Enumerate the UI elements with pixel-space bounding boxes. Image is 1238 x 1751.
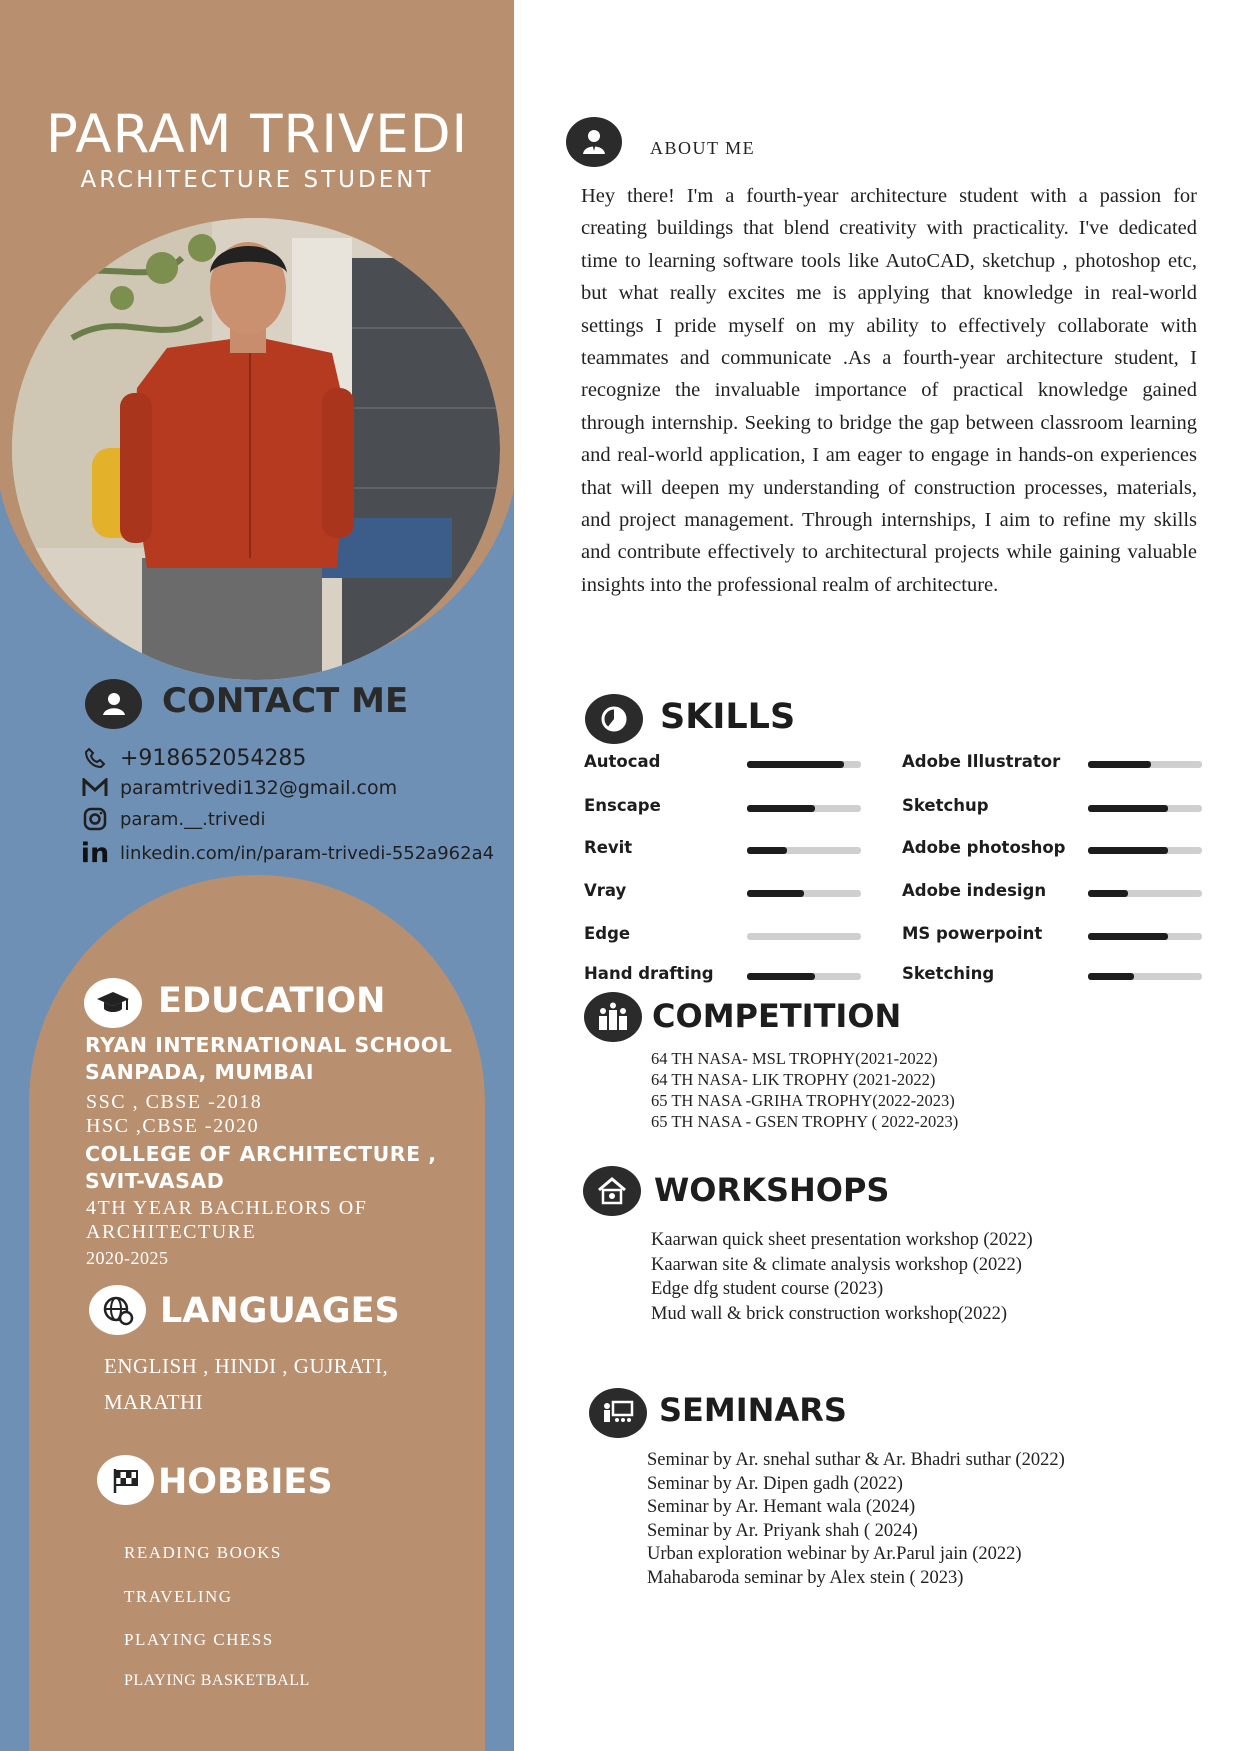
list-item: Edge dfg student course (2023): [651, 1279, 884, 1299]
skill-level-bar: [1088, 805, 1202, 812]
skill-level-bar: [747, 761, 861, 768]
college-name: [85, 1141, 437, 1195]
education-heading: EDUCATION: [158, 981, 386, 1021]
profile-name: PARAM TRIVEDI: [45, 104, 469, 165]
contact-email[interactable]: [82, 775, 397, 801]
skill-name: Adobe photoshop: [902, 838, 1066, 857]
skill-level-fill: [747, 805, 815, 812]
degree-line2: ARCHITECTURE: [86, 1221, 257, 1243]
skill-name: Sketchup: [902, 796, 989, 815]
workshop-icon: [583, 1166, 641, 1216]
hobby-item: TRAVELING: [124, 1587, 233, 1606]
instagram-text: param.__.trivedi: [120, 808, 266, 830]
college-degree: [86, 1196, 367, 1270]
skill-level-bar: [1088, 933, 1202, 940]
skill-name: Adobe indesign: [902, 881, 1047, 900]
about-heading: ABOUT ME: [650, 138, 756, 158]
linkedin-text: linkedin.com/in/param-trivedi-552a962a4: [120, 842, 495, 864]
skill-name: Adobe Illustrator: [902, 752, 1061, 771]
list-item: Mahabaroda seminar by Alex stein ( 2023): [647, 1567, 964, 1588]
contact-heading: CONTACT ME: [162, 681, 409, 721]
profile-role: ARCHITECTURE STUDENT: [80, 167, 434, 193]
languages-list: [104, 1348, 388, 1420]
skill-level-bar: [747, 933, 861, 940]
phone-text: +918652054285: [120, 745, 307, 771]
flag-icon: [97, 1455, 154, 1505]
list-item: Seminar by Ar. Dipen gadh (2022): [647, 1473, 903, 1494]
trophy-icon: [584, 992, 642, 1042]
mail-icon: [82, 775, 108, 801]
skill-level-fill: [747, 847, 787, 854]
skill-level-bar: [747, 973, 861, 980]
languages-line2: MARATHI: [104, 1390, 204, 1414]
school-line2: SANPADA, MUMBAI: [85, 1060, 315, 1084]
about-text: Hey there! I'm a fourth-year architecture student with a passion for creating buildings that blend creativity with practicality. I've dedicated time to learning software tools like AutoCAD, sketchup , photoshop etc, but what really excites me is applying that knowledge in real-world settings I pride myself on my ability to effectively collaborate with teammates and communicate .As a fourth-year architecture student, I recognize the invaluable importance of practical knowledge gained through internship. Seeking to bridge the gap between classroom learning and real-world application, I am eager to engage in hands-on experiences that will deepen my understanding of construction processes, materials, and project management. Through internships, I aim to refine my skills and contribute effectively to architectural projects while gaining valuable insights into the professional realm of architecture.: [581, 185, 1197, 596]
list-item: 65 TH NASA -GRIHA TROPHY(2022-2023): [651, 1091, 955, 1110]
skill-name: Vray: [584, 881, 627, 900]
school-name: [85, 1032, 452, 1086]
list-item: Kaarwan site & climate analysis workshop (2022): [651, 1254, 1022, 1275]
school-grades: [86, 1090, 262, 1138]
pie-chart-icon: [585, 694, 643, 744]
skill-level-fill: [747, 761, 844, 768]
seminars-list: [647, 1449, 1065, 1590]
skill-name: MS powerpoint: [902, 924, 1043, 943]
skill-name: Revit: [584, 838, 633, 857]
presentation-icon: [589, 1388, 647, 1438]
linkedin-icon: in: [80, 837, 110, 869]
workshops-heading: WORKSHOPS: [654, 1171, 890, 1209]
graduation-cap-icon: [84, 978, 142, 1028]
list-item: Seminar by Ar. snehal suthar & Ar. Bhadri suthar (2022): [647, 1450, 1065, 1470]
seminars-heading: SEMINARS: [659, 1391, 847, 1429]
list-item: Mud wall & brick construction workshop(2022): [651, 1303, 1008, 1324]
email-text: paramtrivedi132@gmail.com: [120, 777, 398, 799]
skill-level-fill: [747, 973, 815, 980]
user-icon: [566, 117, 622, 167]
skill-level-bar: [747, 890, 861, 897]
hobby-item: PLAYING CHESS: [124, 1630, 274, 1649]
hobby-item: READING BOOKS: [124, 1543, 282, 1562]
list-item: 64 TH NASA- MSL TROPHY(2021-2022): [651, 1049, 938, 1068]
globe-icon: [89, 1285, 146, 1335]
skill-level-fill: [1088, 847, 1168, 854]
ssc-line: SSC , CBSE -2018: [86, 1091, 263, 1113]
list-item: Kaarwan quick sheet presentation workshop (2022): [651, 1230, 1033, 1250]
instagram-icon: [82, 806, 108, 832]
languages-line1: ENGLISH , HINDI , GUJRATI,: [104, 1354, 389, 1378]
skill-name: Edge: [584, 924, 631, 943]
languages-heading: LANGUAGES: [160, 1291, 400, 1331]
contact-instagram[interactable]: [82, 806, 265, 832]
skill-level-fill: [1088, 761, 1151, 768]
college-line1: COLLEGE OF ARCHITECTURE ,: [85, 1142, 437, 1166]
list-item: Urban exploration webinar by Ar.Parul jain (2022): [647, 1544, 1022, 1564]
skill-name: Autocad: [584, 752, 661, 771]
list-item: 64 TH NASA- LIK TROPHY (2021-2022): [651, 1070, 936, 1089]
skill-name: Sketching: [902, 964, 995, 983]
skill-level-bar: [1088, 847, 1202, 854]
skill-level-fill: [747, 890, 804, 897]
profile-photo: [12, 218, 500, 680]
skill-level-fill: [1088, 805, 1168, 812]
skill-level-bar: [747, 847, 861, 854]
competition-list: [651, 1048, 958, 1132]
skill-name: Hand drafting: [584, 964, 714, 983]
skill-level-bar: [1088, 890, 1202, 897]
competition-heading: COMPETITION: [652, 997, 902, 1035]
hobbies-heading: HOBBIES: [158, 1462, 333, 1502]
degree-line1: 4TH YEAR BACHLEORS OF: [86, 1197, 368, 1219]
list-item: 65 TH NASA - GSEN TROPHY ( 2022-2023): [651, 1112, 959, 1131]
workshops-list: [651, 1228, 1033, 1326]
skills-heading: SKILLS: [660, 697, 796, 737]
school-line1: RYAN INTERNATIONAL SCHOOL: [85, 1033, 453, 1057]
phone-icon: [82, 745, 108, 771]
hobby-item: PLAYING BASKETBALL: [124, 1672, 310, 1689]
degree-years: 2020-2025: [86, 1248, 169, 1268]
skill-level-fill: [1088, 973, 1134, 980]
hsc-line: HSC ,CBSE -2020: [86, 1115, 260, 1137]
contact-icon: [85, 679, 142, 729]
contact-linkedin[interactable]: [80, 837, 495, 869]
skill-level-bar: [1088, 761, 1202, 768]
contact-phone[interactable]: [82, 745, 306, 771]
skill-level-fill: [1088, 933, 1168, 940]
list-item: Seminar by Ar. Hemant wala (2024): [647, 1497, 916, 1517]
skill-level-bar: [1088, 973, 1202, 980]
college-line2: SVIT-VASAD: [85, 1169, 225, 1193]
list-item: Seminar by Ar. Priyank shah ( 2024): [647, 1520, 918, 1541]
skill-level-bar: [747, 805, 861, 812]
skill-level-fill: [1088, 890, 1128, 897]
skill-name: Enscape: [584, 796, 661, 815]
